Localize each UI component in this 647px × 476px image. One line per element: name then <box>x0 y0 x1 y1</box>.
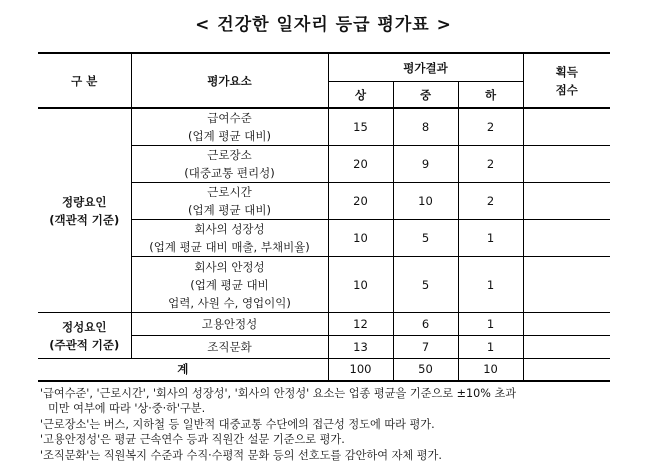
value-mid: 6 <box>393 313 458 336</box>
element-cell <box>131 183 328 220</box>
element-detail: (업계 평균 대비) <box>188 203 271 217</box>
element-name: 근로시간 <box>207 185 252 199</box>
element-detail: (업계 평균 대비 매출, 부채비율) <box>149 240 310 254</box>
header-grade-high: 상 <box>328 82 393 109</box>
page-title: < 건강한 일자리 등급 평가표 > <box>195 15 452 35</box>
value-high: 12 <box>328 313 393 336</box>
header-grade-mid: 중 <box>393 82 458 109</box>
table-row <box>38 108 610 146</box>
value-high: 15 <box>328 108 393 146</box>
value-mid: 9 <box>393 146 458 183</box>
value-score <box>523 220 610 257</box>
total-high: 100 <box>328 359 393 381</box>
total-label: 계 <box>38 359 328 381</box>
group-qualitative <box>38 313 131 359</box>
element-cell <box>131 108 328 146</box>
element-name: 조직문화 <box>207 340 252 354</box>
group-name: 정량요인 <box>62 194 107 209</box>
element-cell <box>131 313 328 336</box>
value-mid: 5 <box>393 220 458 257</box>
value-low: 1 <box>458 220 523 257</box>
footnotes <box>40 386 615 463</box>
header-grade-low: 하 <box>458 82 523 109</box>
footnote-line: '조직문화'는 직원복지 수준과 수직·수평적 문화 등의 선호도를 감안하여 자체 평가. <box>40 448 442 462</box>
value-low: 2 <box>458 146 523 183</box>
value-high: 20 <box>328 183 393 220</box>
value-low: 2 <box>458 183 523 220</box>
value-score <box>523 313 610 336</box>
value-score <box>523 336 610 359</box>
value-score <box>523 183 610 220</box>
element-name: 회사의 성장성 <box>194 222 265 236</box>
element-name: 근로장소 <box>207 148 252 162</box>
value-mid: 8 <box>393 108 458 146</box>
value-low: 1 <box>458 313 523 336</box>
element-detail: (대중교통 편리성) <box>184 166 275 180</box>
element-cell <box>131 146 328 183</box>
group-criteria: (주관적 기준) <box>49 337 120 352</box>
element-cell <box>131 220 328 257</box>
header-category: 구 분 <box>38 53 131 108</box>
table-row <box>38 313 610 336</box>
total-row <box>38 359 610 381</box>
value-score <box>523 257 610 313</box>
element-name: 회사의 안정성 <box>194 259 265 274</box>
header-score <box>523 53 610 108</box>
group-quantitative <box>38 108 131 313</box>
element-detail: (업계 평균 대비) <box>188 129 271 143</box>
element-name: 고용안정성 <box>201 317 258 331</box>
value-high: 10 <box>328 257 393 313</box>
footnote-line: '근로장소'는 버스, 지하철 등 일반적 대중교통 수단에의 접근성 정도에 따라 평가. <box>40 417 435 431</box>
header-score-line1: 획득 <box>555 64 578 79</box>
element-name: 급여수준 <box>207 111 252 125</box>
header-score-line2: 점수 <box>555 82 578 97</box>
total-low: 10 <box>458 359 523 381</box>
total-score <box>523 359 610 381</box>
value-score <box>523 108 610 146</box>
value-high: 13 <box>328 336 393 359</box>
value-high: 10 <box>328 220 393 257</box>
footnote-line: '급여수준', '근로시간', '회사의 성장성', '회사의 안정성' 요소는 업종 평균을 기준으로 ±10% 초과 <box>40 387 517 400</box>
group-criteria: (객관적 기준) <box>49 212 120 227</box>
total-mid: 50 <box>393 359 458 381</box>
value-mid: 10 <box>393 183 458 220</box>
element-cell <box>131 257 328 313</box>
element-detail: (업계 평균 대비 <box>190 277 269 292</box>
footnote-line: 미만 여부에 따라 '상·중·하'구분. <box>48 402 206 416</box>
value-mid: 5 <box>393 257 458 313</box>
element-detail: 업력, 사원 수, 영업이익) <box>168 295 291 310</box>
value-mid: 7 <box>393 336 458 359</box>
value-low: 1 <box>458 336 523 359</box>
value-low: 2 <box>458 108 523 146</box>
evaluation-table <box>38 52 610 382</box>
header-result: 평가결과 <box>328 53 523 82</box>
element-cell <box>131 336 328 359</box>
value-low: 1 <box>458 257 523 313</box>
header-element: 평가요소 <box>131 53 328 108</box>
value-score <box>523 146 610 183</box>
group-name: 정성요인 <box>62 319 107 334</box>
value-high: 20 <box>328 146 393 183</box>
footnote-line: '고용안정성'은 평균 근속연수 등과 직원간 설문 기준으로 평가. <box>40 433 345 447</box>
